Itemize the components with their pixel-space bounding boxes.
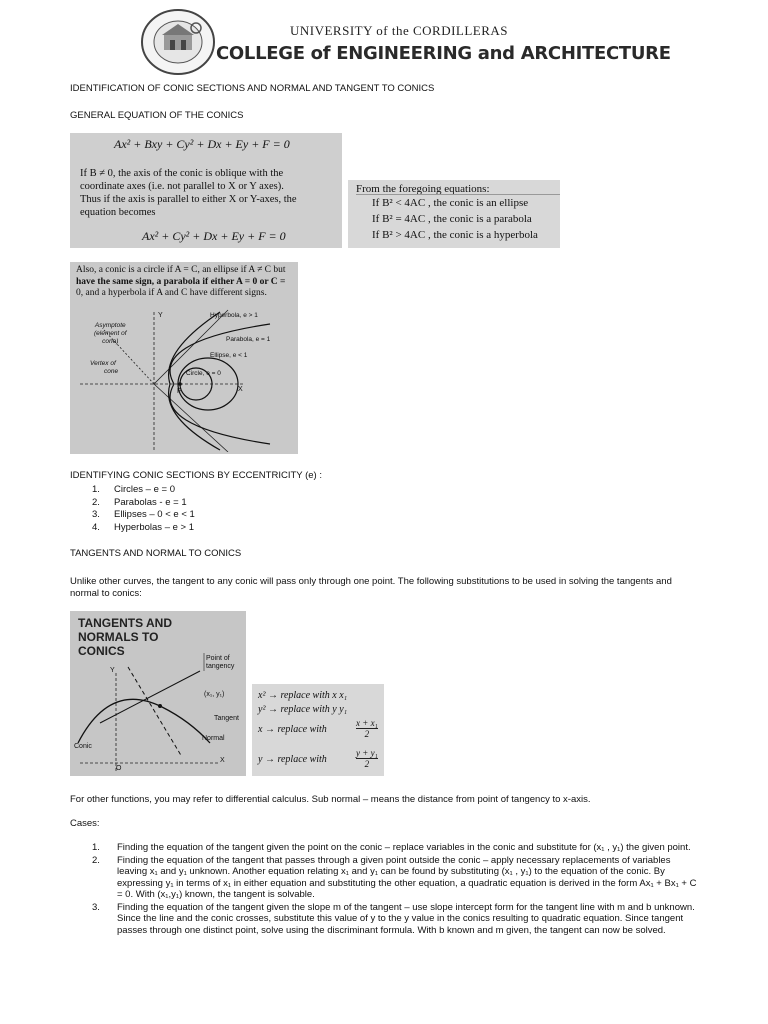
- vertex-label: Vertex of cone: [90, 360, 119, 375]
- tangents-paragraph: Unlike other curves, the tangent to any conic will pass only through one point. The following substitutions to be used in solving the tangents and normal to conics:: [70, 576, 672, 599]
- college-seal-logo: [140, 8, 216, 76]
- discriminant-rules-box: [348, 180, 560, 248]
- rule-ellipse: If B² < 4AC , the conic is an ellipse: [372, 197, 529, 209]
- y-axis-label: Y: [110, 667, 115, 674]
- point-coordinates-label: (x₁, y₁): [204, 691, 225, 698]
- y-axis-label: Y: [158, 312, 163, 319]
- fraction-y: y + y₁ 2: [356, 748, 378, 769]
- substitutions-box: [252, 684, 384, 776]
- hyperbola-label: Hyperbola, e > 1: [210, 312, 258, 319]
- header: [140, 8, 671, 76]
- circle-label: Circle, e = 0: [186, 370, 221, 377]
- conic-coefficient-text: Also, a conic is a circle if A = C, an ellipse if A ≠ C but have the same sign, a parabola if either A = 0 or C = 0, and a hyperbola if A and C have different signs.: [76, 265, 286, 298]
- general-equation: Ax² + Bxy + Cy² + Dx + Ey + F = 0: [114, 137, 290, 151]
- list-item: 2. Parabolas - e = 1: [92, 496, 187, 508]
- university-name: UNIVERSITY of the CORDILLERAS: [290, 23, 509, 38]
- normal-label: Normal: [202, 735, 225, 742]
- tangent-label: Tangent: [214, 715, 239, 722]
- point-of-tangency-label: Point of tangency: [206, 655, 235, 670]
- list-item: 4. Hyperbolas – e > 1: [92, 521, 195, 533]
- reduced-equation: Ax² + Cy² + Dx + Ey + F = 0: [142, 229, 286, 243]
- cases-label: Cases:: [70, 818, 100, 829]
- other-functions-paragraph: For other functions, you may refer to differential calculus. Sub normal – means the distance from point of tangency to x-axis.: [70, 794, 591, 805]
- ellipse-label: Ellipse, e < 1: [210, 352, 248, 359]
- rule-parabola: If B² = 4AC , the conic is a parabola: [372, 213, 532, 225]
- list-item: 2. Finding the equation of the tangent that passes through a given point outside the conic – apply necessary replacements of variables leaving x₁ and y₁ unknown. Another equation relating x₁ and y₁ can be found by substituting (x₁ , y₁) to the equation of the conic. By expressing y₁ in terms of x₁ in either equation and substituting the other equation, a quadratic equation is derived in the form Ax₁ + Bx₁ + C = 0. With (x₁,y₁) known, the tangent is solvable.: [92, 854, 697, 900]
- parabola-label: Parabola, e = 1: [226, 336, 271, 343]
- substitution-y: y → replace with: [258, 754, 327, 765]
- college-name: COLLEGE of ENGINEERING and ARCHITECTURE: [216, 43, 671, 64]
- document-title: IDENTIFICATION OF CONIC SECTIONS AND NORMAL AND TANGENT TO CONICS: [70, 83, 435, 94]
- general-equation-box: [70, 133, 342, 248]
- eccentricity-list: [92, 484, 195, 534]
- list-item: 3. Ellipses – 0 < e < 1: [92, 509, 195, 520]
- section-heading-general: GENERAL EQUATION OF THE CONICS: [70, 110, 244, 121]
- section-heading-eccentricity: IDENTIFYING CONIC SECTIONS BY ECCENTRICITY (e) :: [70, 470, 322, 481]
- asymptote-label: Asymptote (element of cone): [94, 322, 127, 345]
- origin-label: O: [116, 765, 122, 772]
- substitution-x: x → replace with: [258, 724, 327, 735]
- substitution-y2: y² → replace with y y₁: [258, 704, 348, 715]
- list-item: 3. Finding the equation of the tangent given the slope m of the tangent – use slope intercept form for the tangent line with m and b unknown. Since the line and the conic crosses, substitute this value of y to the y value in the conics resulting to quadratic equation. Since tangent passes through one distinct point, solve using the discriminant formula. With b known and m given, the tangent can now be solved.: [92, 901, 695, 936]
- list-item: 1. Circles – e = 0: [92, 484, 175, 495]
- section-heading-tangents: TANGENTS AND NORMAL TO CONICS: [70, 548, 242, 559]
- conic-label: Conic: [74, 743, 92, 750]
- substitution-x2: x² → replace with x x₁: [258, 690, 348, 701]
- rules-heading: From the foregoing equations:: [356, 183, 490, 195]
- conic-family-box: [70, 262, 298, 454]
- focus-label: F: [177, 388, 182, 395]
- x-axis-label: X: [238, 386, 243, 393]
- x-axis-label: X: [220, 757, 225, 764]
- fraction-x: x + x₁ 2: [356, 718, 378, 739]
- box-title: TANGENTS AND NORMALS TO CONICS: [78, 616, 172, 658]
- oblique-axis-text: If B ≠ 0, the axis of the conic is oblique with the coordinate axes (i.e. not parallel to X or Y axes). Thus if the axis is parallel to either X or Y-axes, the equation becomes: [80, 168, 297, 218]
- rule-hyperbola: If B² > 4AC , the conic is a hyperbola: [372, 229, 538, 241]
- cases-list: [92, 842, 702, 936]
- list-item: 1. Finding the equation of the tangent given the point on the conic – replace variables in the conic and substitute for (x₁ , y₁) the given point.: [92, 842, 691, 853]
- tangent-normal-box: [70, 611, 246, 776]
